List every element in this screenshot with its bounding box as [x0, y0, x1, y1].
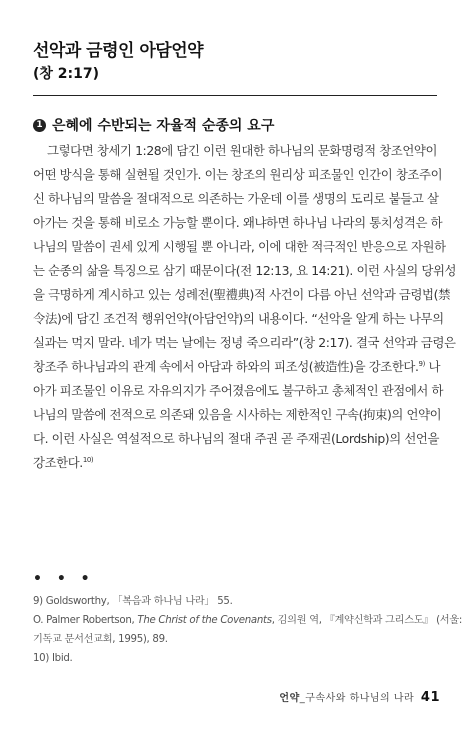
footnote-book-title: The Christ of the Covenants	[137, 615, 272, 626]
body-line-with-footnote	[33, 355, 441, 379]
footnote-9-publisher: 기독교 문서선교회, 1995), 89.	[33, 634, 168, 645]
footnote-9-continued	[33, 611, 463, 630]
footnote-ref-9: 9)	[418, 359, 425, 368]
body-line-text: 창조주 하나님과의 관계 속에서 아담과 하와의 피조성(被造性)을 강조한다.	[33, 359, 419, 374]
footnote-10: 10) Ibid.	[33, 653, 73, 664]
body-line-text: 강조한다.	[33, 455, 83, 470]
body-line: 다. 이런 사실은 역설적으로 하나님의 절대 주권 곧 주재권(Lordship)의 선언을	[33, 431, 440, 446]
body-line: 아가 피조물인 이유로 자유의지가 주어졌음에도 불구하고 총체적인 관점에서 하	[33, 383, 444, 398]
body-line: 令法)에 담긴 조건적 행위언약(아담언약)의 내용이다. “선악을 알게 하는 나무의	[33, 311, 444, 326]
running-footer-bold: 언약	[279, 693, 300, 704]
body-line: 아가는 것을 통해 비로소 가능할 뿐이다. 왜냐하면 하나님 나라의 통치성격은 하	[33, 215, 443, 230]
page-title: 선악과 금령인 아담언약	[33, 41, 204, 61]
body-line: 신 하나님의 말씀을 절대적으로 의존하는 가운데 이를 생명의 도리로 붙들고 살	[33, 191, 439, 206]
page-subtitle: (창 2:17)	[33, 66, 100, 82]
body-line: 실과는 먹지 말라. 네가 먹는 날에는 정녕 죽으리라”(창 2:17). 결국 선악과 금령은	[33, 335, 456, 350]
body-line-tail: 나	[424, 359, 441, 374]
section-number-badge: 1	[33, 119, 46, 132]
footnote-ref-10: 10)	[82, 455, 94, 464]
running-footer-text: _구속사와 하나님의 나라	[299, 693, 415, 704]
footnotes	[33, 592, 463, 668]
body-line: 그렇다면 창세기 1:28에 담긴 이런 원대한 하나님의 문화명령적 창조언약이	[47, 143, 438, 158]
running-footer	[279, 689, 440, 705]
body-line: 나님의 말씀에 전적으로 의존돼 있음을 시사하는 제한적인 구속(拘束)의 언약이	[33, 407, 442, 422]
section-heading-text: 은혜에 수반되는 자율적 순종의 요구	[52, 118, 275, 134]
footnote-9: 9) Goldsworthy, 「복음과 하나님 나라」 55.	[33, 596, 233, 607]
section-heading	[33, 115, 274, 135]
body-line: 나님의 말씀이 권세 있게 시행될 뿐 아니라, 이에 대한 적극적인 반응으로 자원하	[33, 239, 446, 254]
body-line-with-footnote	[33, 451, 437, 475]
title-divider	[33, 95, 437, 96]
body-line: 는 순종의 삶을 특징으로 삼기 때문이다(전 12:13, 요 14:21). 이런 사실의 당위성	[33, 263, 457, 278]
footnote-separator-dots: • • •	[33, 571, 95, 587]
body-paragraph	[33, 139, 457, 475]
body-line: 어떤 방식을 통해 실현될 것인가. 이는 창조의 원리상 피조물인 인간이 창조주이	[33, 167, 443, 182]
footnote-author: O. Palmer Robertson,	[33, 615, 138, 626]
footnote-translation: , 김의원 역, 『계약신학과 그리스도』 (서울:	[271, 615, 463, 626]
page-number: 41	[420, 690, 440, 705]
body-line: 을 극명하게 계시하고 있는 성례전(聖禮典)적 사건이 다름 아닌 선악과 금령법(禁	[33, 287, 451, 302]
